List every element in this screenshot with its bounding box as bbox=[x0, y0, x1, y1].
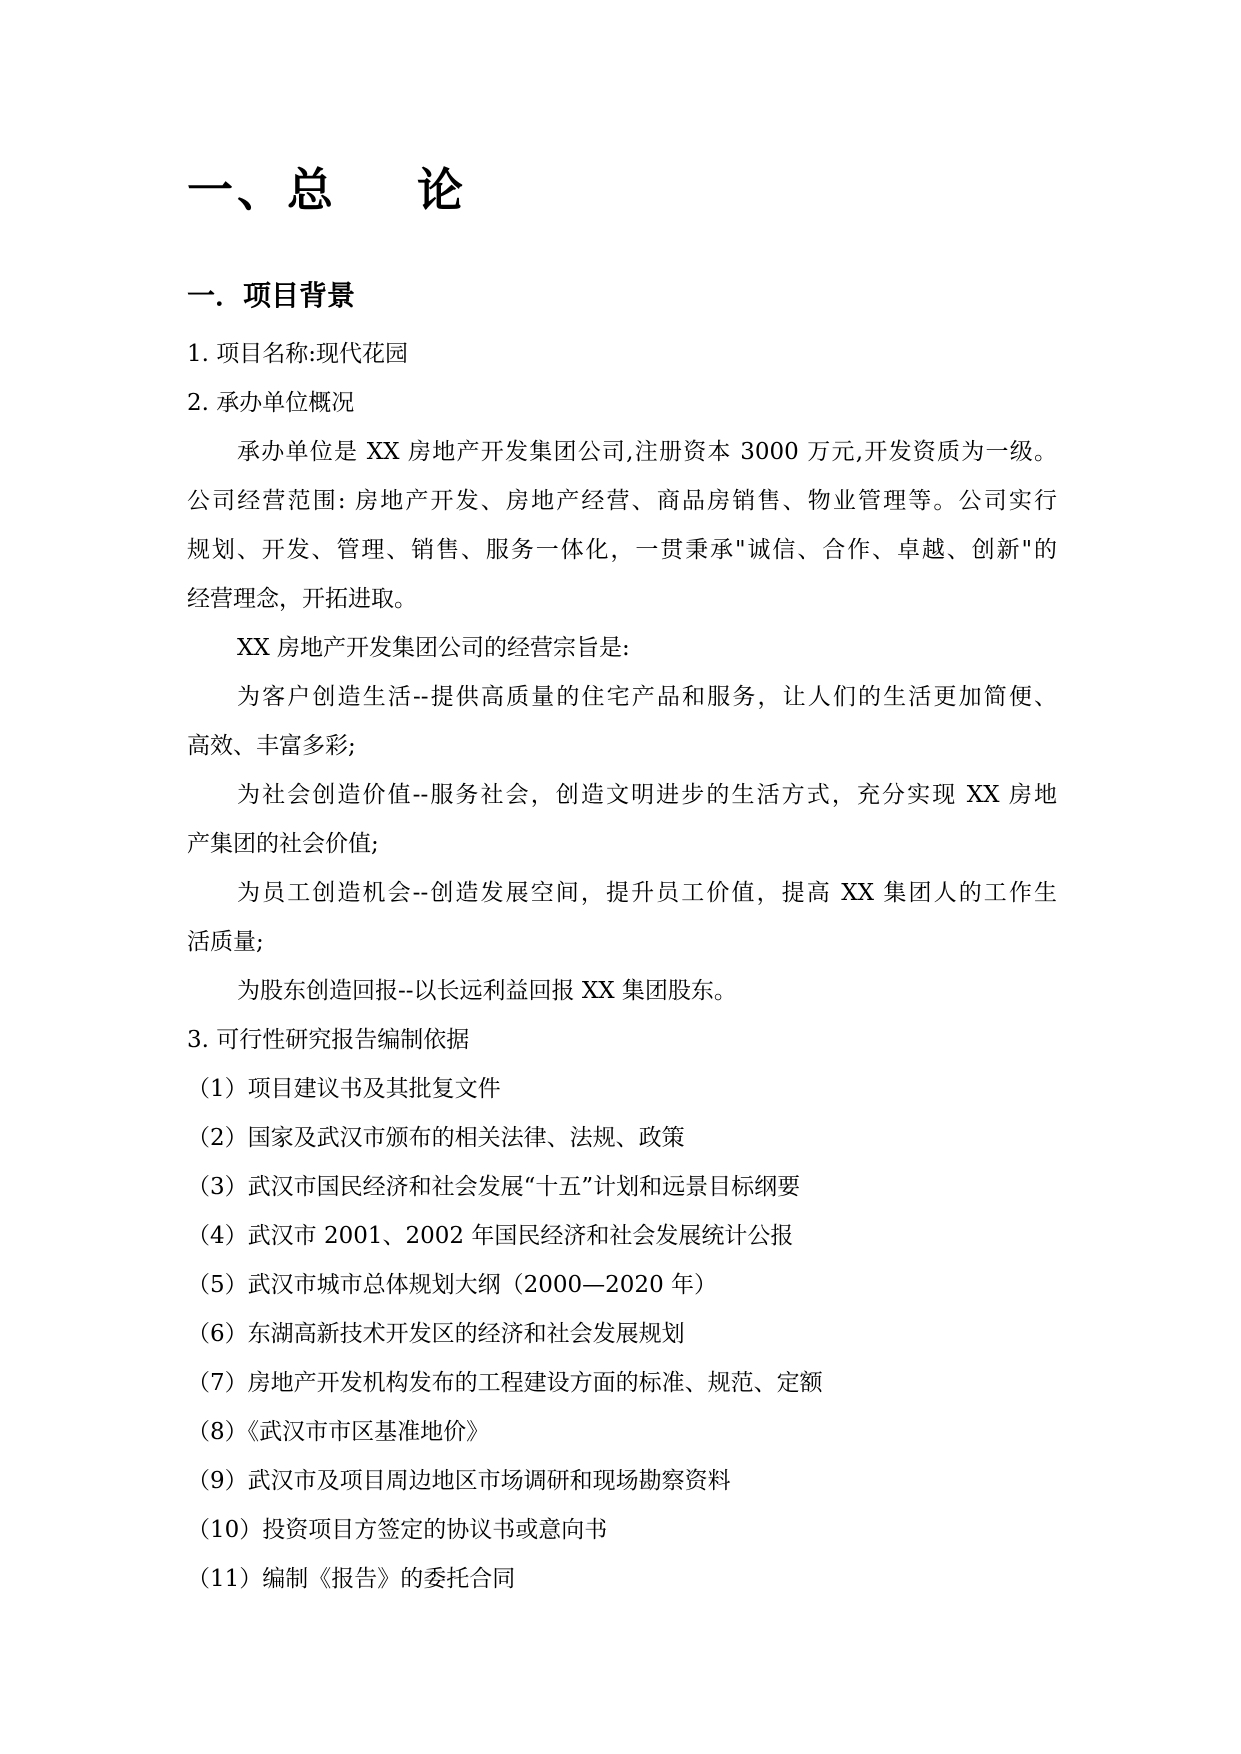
text-line: 规划、开发、管理、销售、服务一体化，一贯秉承"诚信、合作、卓越、创新"的 bbox=[187, 537, 1057, 563]
text-line: （9）武汉市及项目周边地区市场调研和现场勘察资料 bbox=[187, 1468, 731, 1494]
text-line: （8）《武汉市市区基准地价》 bbox=[187, 1419, 490, 1445]
text-line: （11）编制《报告》的委托合同 bbox=[187, 1566, 516, 1592]
text-line: 1. 项目名称:现代花园 bbox=[187, 341, 409, 367]
text-line: （5）武汉市城市总体规划大纲（2000—2020 年） bbox=[187, 1272, 718, 1298]
text-line: 为股东创造回报--以长远利益回报 XX 集团股东。 bbox=[237, 978, 737, 1004]
text-line: 高效、丰富多彩; bbox=[187, 733, 356, 759]
section-title: 一．项目背景 bbox=[187, 279, 356, 312]
text-line: 公司经营范围: 房地产开发、房地产经营、商品房销售、物业管理等。公司实行 bbox=[187, 488, 1057, 514]
text-line: （3）武汉市国民经济和社会发展“十五”计划和远景目标纲要 bbox=[187, 1174, 801, 1200]
text-line: 承办单位是 XX 房地产开发集团公司,注册资本 3000 万元,开发资质为一级。 bbox=[237, 439, 1057, 465]
text-line: 2. 承办单位概况 bbox=[187, 390, 355, 416]
text-line: 产集团的社会价值; bbox=[187, 831, 379, 857]
text-line: （6）东湖高新技术开发区的经济和社会发展规划 bbox=[187, 1321, 685, 1347]
text-line: （2）国家及武汉市颁布的相关法律、法规、政策 bbox=[187, 1125, 685, 1151]
text-line: （4）武汉市 2001、2002 年国民经济和社会发展统计公报 bbox=[187, 1223, 794, 1249]
text-line: 活质量; bbox=[187, 929, 264, 955]
text-line: 为客户创造生活--提供高质量的住宅产品和服务，让人们的生活更加简便、 bbox=[237, 684, 1057, 710]
text-line: 3. 可行性研究报告编制依据 bbox=[187, 1027, 470, 1053]
text-line: （7）房地产开发机构发布的工程建设方面的标准、规范、定额 bbox=[187, 1370, 823, 1396]
text-line: XX 房地产开发集团公司的经营宗旨是: bbox=[237, 635, 630, 661]
text-line: （1）项目建议书及其批复文件 bbox=[187, 1076, 501, 1102]
document-body bbox=[187, 330, 1057, 1604]
text-line: 经营理念，开拓进取。 bbox=[187, 586, 417, 612]
text-line: 为员工创造机会--创造发展空间，提升员工价值，提高 XX 集团人的工作生 bbox=[237, 880, 1057, 906]
text-line: （10）投资项目方签定的协议书或意向书 bbox=[187, 1517, 608, 1543]
chapter-title: 一、总 论 bbox=[187, 163, 468, 217]
text-line: 为社会创造价值--服务社会，创造文明进步的生活方式，充分实现 XX 房地 bbox=[237, 782, 1057, 808]
